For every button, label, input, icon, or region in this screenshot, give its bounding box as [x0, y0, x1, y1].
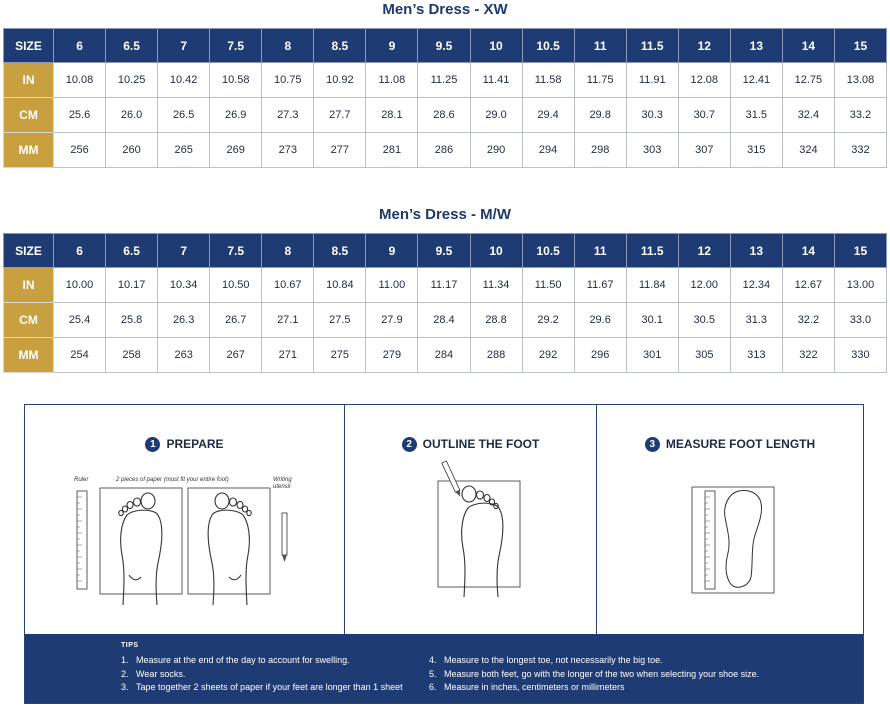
tip-item: 6. Measure in inches, centimeters or millimeters — [429, 682, 625, 692]
table-cell: 10.75 — [262, 63, 314, 98]
table-row-mm — [4, 338, 887, 373]
ruler-icon — [705, 491, 715, 589]
table-cell: 330 — [834, 338, 886, 373]
table-cell: 26.9 — [210, 98, 262, 133]
size-chart-mw — [3, 233, 887, 373]
unit-label: IN — [4, 268, 54, 303]
table-cell: 30.1 — [626, 303, 678, 338]
tip-item: 4. Measure to the longest toe, not necessarily the big toe. — [429, 655, 663, 665]
table-cell: 11.84 — [626, 268, 678, 303]
table-cell: 28.1 — [366, 98, 418, 133]
size-col-header: 14 — [782, 29, 834, 63]
table-cell: 31.5 — [730, 98, 782, 133]
table-cell: 30.3 — [626, 98, 678, 133]
table-cell: 260 — [106, 133, 158, 168]
step-measure-panel — [597, 405, 863, 634]
size-header: SIZE — [4, 234, 54, 268]
unit-label: MM — [4, 133, 54, 168]
pencil-icon — [282, 513, 287, 562]
tip-item: 1. Measure at the end of the day to account for swelling. — [121, 655, 350, 665]
table-cell: 301 — [626, 338, 678, 373]
table-cell: 10.25 — [106, 63, 158, 98]
table-cell: 303 — [626, 133, 678, 168]
tips-bar — [25, 634, 863, 703]
table-cell: 11.75 — [574, 63, 626, 98]
size-col-header: 9.5 — [418, 29, 470, 63]
unit-label: IN — [4, 63, 54, 98]
size-col-header: 11 — [574, 29, 626, 63]
outline-illustration — [345, 405, 597, 634]
table-cell: 332 — [834, 133, 886, 168]
table-cell: 26.7 — [210, 303, 262, 338]
table-cell: 12.08 — [678, 63, 730, 98]
table-cell: 30.7 — [678, 98, 730, 133]
table-cell: 12.00 — [678, 268, 730, 303]
table-cell: 33.0 — [834, 303, 886, 338]
table-cell: 25.8 — [106, 303, 158, 338]
size-col-header: 13 — [730, 234, 782, 268]
table-row-in — [4, 63, 887, 98]
table-cell: 27.1 — [262, 303, 314, 338]
unit-label: CM — [4, 303, 54, 338]
utensil-label: Writing utensil — [273, 477, 292, 490]
table-cell: 32.2 — [782, 303, 834, 338]
table-cell: 265 — [158, 133, 210, 168]
table-cell: 11.50 — [522, 268, 574, 303]
size-col-header: 12 — [678, 29, 730, 63]
size-col-header: 6.5 — [106, 29, 158, 63]
size-col-header: 9.5 — [418, 234, 470, 268]
table-cell: 28.6 — [418, 98, 470, 133]
table-cell: 258 — [106, 338, 158, 373]
size-col-header: 6.5 — [106, 234, 158, 268]
tip-item: 5. Measure both feet, go with the longer of the two when selecting your shoe size. — [429, 668, 760, 679]
table-cell: 273 — [262, 133, 314, 168]
size-chart-xw — [3, 28, 887, 168]
table-cell: 29.0 — [470, 98, 522, 133]
table-cell: 254 — [54, 338, 106, 373]
size-col-header: 10.5 — [522, 29, 574, 63]
table-cell: 29.2 — [522, 303, 574, 338]
table-cell: 10.34 — [158, 268, 210, 303]
table-cell: 12.41 — [730, 63, 782, 98]
table-cell: 10.92 — [314, 63, 366, 98]
size-col-header: 7.5 — [210, 29, 262, 63]
size-col-header: 10 — [470, 234, 522, 268]
ruler-label: Ruler — [74, 477, 89, 483]
table-cell: 29.4 — [522, 98, 574, 133]
table-cell: 324 — [782, 133, 834, 168]
table-cell: 10.08 — [54, 63, 106, 98]
header-row — [4, 234, 887, 268]
table-cell: 267 — [210, 338, 262, 373]
table-cell: 284 — [418, 338, 470, 373]
measure-illustration — [597, 405, 863, 634]
table-cell: 322 — [782, 338, 834, 373]
size-col-header: 13 — [730, 29, 782, 63]
size-col-header: 9 — [366, 29, 418, 63]
tip-item: 3. Tape together 2 sheets of paper if your feet are longer than 1 sheet — [121, 682, 403, 692]
table-cell: 12.75 — [782, 63, 834, 98]
table-cell: 11.00 — [366, 268, 418, 303]
tip-item: 2. Wear socks. — [121, 668, 186, 679]
table-cell: 11.91 — [626, 63, 678, 98]
paper-sheet — [692, 487, 774, 593]
paper-sheet — [438, 481, 520, 587]
table-cell: 290 — [470, 133, 522, 168]
table-cell: 292 — [522, 338, 574, 373]
table-cell: 269 — [210, 133, 262, 168]
table-cell: 27.9 — [366, 303, 418, 338]
size-col-header: 7.5 — [210, 234, 262, 268]
step-outline-panel — [345, 405, 597, 634]
table-cell: 277 — [314, 133, 366, 168]
table-row-cm — [4, 98, 887, 133]
size-col-header: 15 — [834, 29, 886, 63]
table-cell: 271 — [262, 338, 314, 373]
size-col-header: 8 — [262, 29, 314, 63]
table-cell: 33.2 — [834, 98, 886, 133]
table-cell: 26.5 — [158, 98, 210, 133]
table-row-in — [4, 268, 887, 303]
table-title-mw: Men’s Dress - M/W — [379, 206, 511, 223]
table-cell: 11.17 — [418, 268, 470, 303]
size-header: SIZE — [4, 29, 54, 63]
ruler-icon — [77, 491, 87, 589]
table-cell: 10.67 — [262, 268, 314, 303]
step-prepare-panel — [25, 405, 345, 634]
size-col-header: 9 — [366, 234, 418, 268]
header-row — [4, 29, 887, 63]
table-cell: 28.4 — [418, 303, 470, 338]
table-cell: 31.3 — [730, 303, 782, 338]
table-cell: 10.58 — [210, 63, 262, 98]
table-cell: 11.58 — [522, 63, 574, 98]
table-cell: 29.6 — [574, 303, 626, 338]
table-row-cm — [4, 303, 887, 338]
table-cell: 27.5 — [314, 303, 366, 338]
size-col-header: 12 — [678, 234, 730, 268]
table-title-xw: Men’s Dress - XW — [382, 1, 508, 18]
table-cell: 25.4 — [54, 303, 106, 338]
tips-heading: TIPS — [121, 642, 139, 649]
prepare-illustration — [25, 405, 345, 634]
table-row-mm — [4, 133, 887, 168]
size-col-header: 15 — [834, 234, 886, 268]
measuring-guide — [24, 404, 864, 704]
table-cell: 12.34 — [730, 268, 782, 303]
table-cell: 298 — [574, 133, 626, 168]
size-col-header: 14 — [782, 234, 834, 268]
unit-label: CM — [4, 98, 54, 133]
table-cell: 11.08 — [366, 63, 418, 98]
tips-column-right — [429, 654, 759, 695]
table-cell: 275 — [314, 338, 366, 373]
table-cell: 307 — [678, 133, 730, 168]
size-col-header: 10.5 — [522, 234, 574, 268]
step-number-badge: 1 — [145, 437, 160, 452]
table-cell: 313 — [730, 338, 782, 373]
table-cell: 13.00 — [834, 268, 886, 303]
table-cell: 294 — [522, 133, 574, 168]
table-cell: 10.84 — [314, 268, 366, 303]
table-cell: 281 — [366, 133, 418, 168]
table-cell: 10.42 — [158, 63, 210, 98]
step-measure-title: 3 MEASURE FOOT LENGTH — [597, 437, 863, 452]
size-col-header: 8.5 — [314, 29, 366, 63]
table-cell: 27.3 — [262, 98, 314, 133]
table-cell: 288 — [470, 338, 522, 373]
table-cell: 286 — [418, 133, 470, 168]
size-col-header: 8 — [262, 234, 314, 268]
table-cell: 28.8 — [470, 303, 522, 338]
table-cell: 25.6 — [54, 98, 106, 133]
table-cell: 12.67 — [782, 268, 834, 303]
table-cell: 263 — [158, 338, 210, 373]
table-cell: 256 — [54, 133, 106, 168]
step-prepare-title: 1 PREPARE — [25, 437, 344, 452]
table-cell: 26.0 — [106, 98, 158, 133]
table-cell: 13.08 — [834, 63, 886, 98]
table-cell: 32.4 — [782, 98, 834, 133]
size-col-header: 10 — [470, 29, 522, 63]
table-cell: 10.17 — [106, 268, 158, 303]
table-cell: 315 — [730, 133, 782, 168]
table-cell: 11.41 — [470, 63, 522, 98]
table-cell: 305 — [678, 338, 730, 373]
step-outline-title: 2 OUTLINE THE FOOT — [345, 437, 596, 452]
table-cell: 11.67 — [574, 268, 626, 303]
size-col-header: 8.5 — [314, 234, 366, 268]
table-cell: 30.5 — [678, 303, 730, 338]
step-number-badge: 3 — [645, 437, 660, 452]
size-col-header: 7 — [158, 29, 210, 63]
size-col-header: 6 — [54, 234, 106, 268]
paper-label: 2 pieces of paper (must fit your entire foot) — [116, 477, 229, 483]
size-col-header: 11 — [574, 234, 626, 268]
size-col-header: 11.5 — [626, 234, 678, 268]
size-col-header: 11.5 — [626, 29, 678, 63]
table-cell: 11.34 — [470, 268, 522, 303]
table-cell: 11.25 — [418, 63, 470, 98]
table-cell: 27.7 — [314, 98, 366, 133]
table-cell: 26.3 — [158, 303, 210, 338]
size-col-header: 7 — [158, 234, 210, 268]
table-cell: 29.8 — [574, 98, 626, 133]
size-col-header: 6 — [54, 29, 106, 63]
unit-label: MM — [4, 338, 54, 373]
table-cell: 279 — [366, 338, 418, 373]
tips-column-left — [121, 654, 403, 695]
table-cell: 10.00 — [54, 268, 106, 303]
table-cell: 10.50 — [210, 268, 262, 303]
table-cell: 296 — [574, 338, 626, 373]
step-number-badge: 2 — [402, 437, 417, 452]
